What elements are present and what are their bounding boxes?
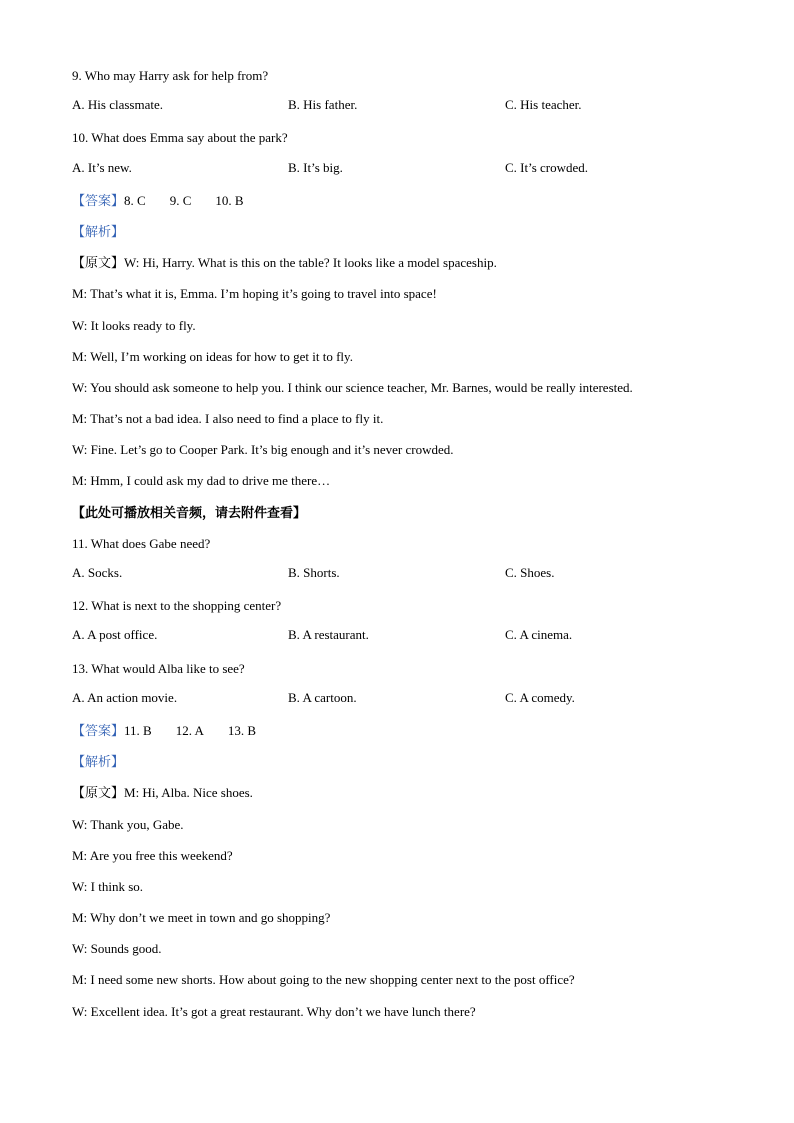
option-b: B. A cartoon. [288,689,357,705]
analysis-label: 【解析】 [72,223,125,239]
answer-item: 10. B [215,192,244,208]
transcript-line: W: Fine. Let’s go to Cooper Park. It’s big enough and it’s never crowded. [72,442,454,458]
question-9: 9. Who may Harry ask for help from? [72,68,269,83]
transcript-line [72,783,722,814]
option-b: B. A restaurant. [288,627,369,643]
option-c: C. His teacher. [505,97,582,113]
question-12: 12. What is next to the shopping center? [72,598,282,614]
transcript-line: M: Why don’t we meet in town and go shopping? [72,910,331,926]
option-c: C. It’s crowded. [505,159,589,175]
answer-item: 8. C [124,192,146,208]
answer-label: 【答案】 [72,722,125,738]
option-c: C. A comedy. [505,689,575,705]
option-c: C. A cinema. [505,627,573,643]
transcript-line: M: Are you free this weekend? [72,847,233,863]
transcript-line: W: Excellent idea. It’s got a great restaurant. Why don’t we have lunch there? [72,1003,476,1019]
option-a: A. It’s new. [72,159,132,175]
answer-item: 11. B [124,722,152,738]
transcript-line: M: That’s not a bad idea. I also need to find a place to fly it. [72,411,384,427]
original-label: 【原文】 [72,785,125,801]
question-10: 10. What does Emma say about the park? [72,130,288,146]
transcript-line: M: I need some new shorts. How about going to the new shopping center next to the post office? [72,972,575,988]
option-a: A. An action movie. [72,689,178,705]
transcript-line: W: You should ask someone to help you. I think our science teacher, Mr. Barnes, would be really interested. [72,379,633,395]
transcript-text: M: Hi, Alba. Nice shoes. [124,785,253,801]
audio-note: 【此处可播放相关音频，请去附件查看】 [72,504,307,520]
question-13-options [72,690,722,721]
transcript-line: W: I think so. [72,878,144,894]
answer-line [72,191,722,222]
answer-line [72,721,722,752]
option-a: A. A post office. [72,627,158,643]
transcript-line: M: Hmm, I could ask my dad to drive me there… [72,473,331,489]
answer-label: 【答案】 [72,192,125,208]
option-b: B. Shorts. [288,565,340,580]
analysis-label: 【解析】 [72,754,125,770]
answer-item: 12. A [175,722,204,738]
question-13: 13. What would Alba like to see? [72,660,245,676]
answer-item: 9. C [169,192,192,208]
transcript-line: M: That’s what it is, Emma. I’m hoping it’s going to travel into space! [72,286,437,302]
question-10-options [72,160,722,191]
transcript-line: W: Sounds good. [72,941,162,957]
transcript-line: W: It looks ready to fly. [72,317,196,333]
question-11-options [72,565,722,596]
option-a: A. Socks. [72,565,123,580]
option-c: C. Shoes. [505,565,555,580]
option-a: A. His classmate. [72,97,163,113]
option-b: B. His father. [288,97,358,113]
question-11: 11. What does Gabe need? [72,535,211,551]
document-page [72,66,722,1033]
question-12-options [72,627,722,658]
option-b: B. It’s big. [288,159,343,175]
transcript-line: W: Thank you, Gabe. [72,816,184,832]
transcript-text: W: Hi, Harry. What is this on the table? It looks like a model spaceship. [124,255,497,271]
answer-item: 13. B [227,722,257,738]
transcript-line [72,253,722,284]
original-label: 【原文】 [72,255,125,271]
transcript-line: M: Well, I’m working on ideas for how to get it to fly. [72,348,353,364]
question-9-options [72,97,722,128]
